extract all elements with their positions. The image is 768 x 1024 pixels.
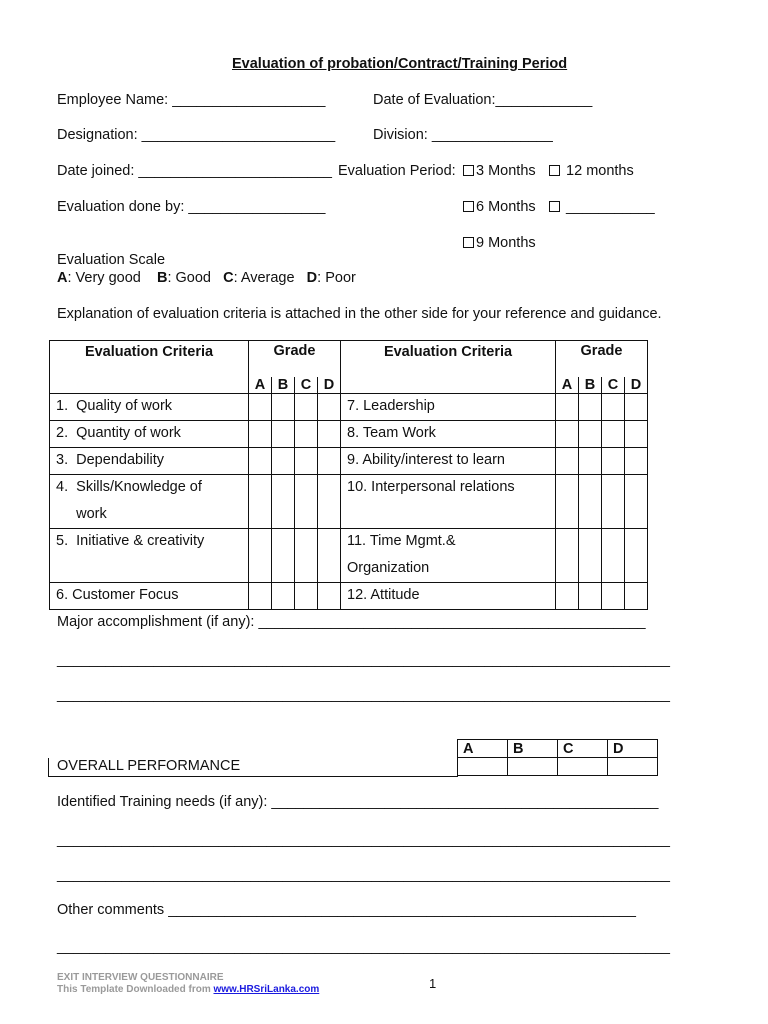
grade-cell-right-b[interactable] [579,448,602,475]
criteria-label: 8. Team Work [347,425,436,441]
scale-a-text: : Very good [67,270,141,286]
overall-grade-table [457,739,658,776]
criteria-label: 2. Quantity of work [56,425,181,441]
training-line-2[interactable]: ____________________________________________________________________________ [57,867,670,883]
grade-cell-right-b[interactable] [579,421,602,448]
grade-cell-right-c[interactable] [602,529,625,583]
grade-cell-left-b[interactable] [272,529,295,583]
grade-header-left: Grade [249,341,341,377]
scale-c-text: : Average [233,270,295,286]
grade-cell-right-d[interactable] [625,394,648,421]
employee-name-field[interactable]: Employee Name: ___________________ [57,92,326,108]
period-3-months[interactable] [463,164,536,179]
grade-cell-left-a[interactable] [249,394,272,421]
criteria-header-right: Evaluation Criteria [341,341,556,394]
grade-cell-left-b[interactable] [272,394,295,421]
grade-cell-left-d[interactable] [318,583,341,610]
criteria-label: 10. Interpersonal relations [347,479,515,495]
criteria-header-row [50,341,648,377]
grade-cell-right-b[interactable] [579,475,602,529]
grade-cell-left-a[interactable] [249,583,272,610]
criteria-cell-left [50,529,249,583]
criteria-cell-left [50,583,249,610]
training-needs-field[interactable]: Identified Training needs (if any): ________________________________________________ [57,794,659,810]
criteria-header-left: Evaluation Criteria [50,341,249,394]
period-6-months[interactable] [463,200,536,215]
criteria-row [50,394,648,421]
grade-cell-left-b[interactable] [272,583,295,610]
grade-d: D [625,377,648,394]
period-9-label: 9 Months [476,235,536,251]
criteria-label: 4. Skills/Knowledge of work [56,479,202,522]
grade-cell-right-a[interactable] [556,529,579,583]
designation-field[interactable]: Designation: ________________________ [57,127,336,143]
criteria-cell-right [341,529,556,583]
date-joined-field[interactable]: Date joined: ________________________ [57,163,332,179]
overall-grade-c-label: C [558,740,608,758]
grade-a: A [556,377,579,394]
grade-c: C [295,377,318,394]
grade-cell-right-a[interactable] [556,448,579,475]
grade-cell-right-c[interactable] [602,394,625,421]
criteria-label: 9. Ability/interest to learn [347,452,505,468]
period-3-label: 3 Months [476,163,536,179]
criteria-row [50,529,648,583]
criteria-label: 6. Customer Focus [56,587,179,603]
grade-cell-left-d[interactable] [318,421,341,448]
division-field[interactable]: Division: _______________ [373,127,553,143]
period-12-months[interactable] [549,164,634,179]
grade-c: C [602,377,625,394]
scale-heading: Evaluation Scale [57,252,166,268]
criteria-label: 12. Attitude [347,587,420,603]
grade-cell-right-d[interactable] [625,529,648,583]
grade-cell-left-d[interactable] [318,529,341,583]
grade-cell-left-d[interactable] [318,475,341,529]
overall-grade-a-cell[interactable] [458,758,508,776]
overall-grade-c-cell[interactable] [558,758,608,776]
grade-cell-right-b[interactable] [579,583,602,610]
grade-a: A [249,377,272,394]
grade-cell-right-c[interactable] [602,583,625,610]
criteria-row [50,448,648,475]
scale-b-key: B [156,270,168,286]
grade-cell-right-c[interactable] [602,421,625,448]
grade-cell-left-c[interactable] [295,475,318,529]
explanation-text: Explanation of evaluation criteria is attached in the other side for your reference and guidance. [57,306,662,322]
period-other-field: ___________ [566,199,655,215]
grade-cell-right-d[interactable] [625,421,648,448]
grade-cell-right-b[interactable] [579,529,602,583]
training-line-1[interactable]: ____________________________________________________________________________ [57,832,670,848]
grade-cell-right-d[interactable] [625,475,648,529]
form-title: Evaluation of probation/Contract/Training Period [232,56,568,72]
scale-a-key: A [57,270,68,286]
criteria-body [50,394,648,610]
criteria-row [50,421,648,448]
criteria-table [49,340,648,610]
scale-legend [57,271,356,286]
grade-cell-left-c[interactable] [295,448,318,475]
grade-cell-left-c[interactable] [295,421,318,448]
grade-cell-right-b[interactable] [579,394,602,421]
period-6-label: 6 Months [476,199,536,215]
criteria-row [50,583,648,610]
accomplishment-line-2[interactable]: ____________________________________________________________________________ [57,687,670,703]
grade-cell-left-d[interactable] [318,448,341,475]
grade-cell-left-a[interactable] [249,421,272,448]
page-number: 1 [429,976,437,991]
grade-d: D [318,377,341,394]
criteria-cell-left [50,475,249,529]
grade-cell-left-c[interactable] [295,583,318,610]
grade-cell-right-d[interactable] [625,448,648,475]
grade-cell-right-d[interactable] [625,583,648,610]
grade-cell-right-c[interactable] [602,448,625,475]
criteria-label: 7. Leadership [347,398,435,414]
grade-b: B [272,377,295,394]
grade-cell-right-a[interactable] [556,394,579,421]
criteria-label: 1. Quality of work [56,398,173,414]
grade-cell-left-c[interactable] [295,394,318,421]
criteria-label: 11. Time Mgmt.& Organization [347,533,456,576]
grade-cell-right-a[interactable] [556,583,579,610]
overall-grade-d-cell[interactable] [608,758,658,776]
grade-cell-right-c[interactable] [602,475,625,529]
grade-b: B [579,377,602,394]
evaluation-done-by-field[interactable]: Evaluation done by: _________________ [57,199,326,215]
footer-link[interactable]: www.HRSriLanka.com [213,984,320,995]
scale-d-key: D [306,270,318,286]
checkbox-icon[interactable] [549,165,560,176]
grade-cell-left-b[interactable] [272,475,295,529]
period-other[interactable] [549,200,655,215]
grade-header-right: Grade [556,341,648,377]
accomplishment-line-1[interactable]: ____________________________________________________________________________ [57,652,670,668]
criteria-label: 3. Dependability [56,452,165,468]
evaluation-period-label: Evaluation Period: [338,163,456,179]
grade-cell-left-b[interactable] [272,421,295,448]
checkbox-icon[interactable] [463,165,474,176]
scale-c-key: C [223,270,234,286]
grade-cell-left-b[interactable] [272,448,295,475]
footer-prefix: This Template Downloaded from [57,984,214,995]
overall-grade-d-label: D [608,740,658,758]
checkbox-icon[interactable] [549,201,560,212]
grade-cell-right-a[interactable] [556,421,579,448]
overall-grade-b-label: B [508,740,558,758]
checkbox-icon[interactable] [463,237,474,248]
grade-cell-left-a[interactable] [249,475,272,529]
checkbox-icon[interactable] [463,201,474,212]
footer-title: EXIT INTERVIEW QUESTIONNAIRE [57,972,224,983]
grade-cell-left-d[interactable] [318,394,341,421]
criteria-label: 5. Initiative & creativity [56,533,205,549]
grade-cell-left-c[interactable] [295,529,318,583]
criteria-cell-right [341,583,556,610]
grade-cell-left-a[interactable] [249,529,272,583]
grade-cell-right-a[interactable] [556,475,579,529]
scale-d-text: : Poor [317,270,356,286]
date-of-evaluation-field[interactable]: Date of Evaluation:____________ [373,92,593,108]
footer-source [57,984,319,995]
period-9-months[interactable] [463,236,536,251]
accomplishment-field[interactable]: Major accomplishment (if any): ________________________________________________ [57,614,646,630]
overall-grade-b-cell[interactable] [508,758,558,776]
comments-line-1[interactable]: ____________________________________________________________________________ [57,939,670,955]
criteria-row [50,475,648,529]
overall-performance-label: OVERALL PERFORMANCE [57,758,241,774]
criteria-cell-right [341,475,556,529]
period-12-label: 12 months [566,163,634,179]
overall-grade-a-label: A [458,740,508,758]
other-comments-field[interactable]: Other comments __________________________________________________________ [57,902,636,918]
scale-b-text: : Good [167,270,211,286]
grade-cell-left-a[interactable] [249,448,272,475]
